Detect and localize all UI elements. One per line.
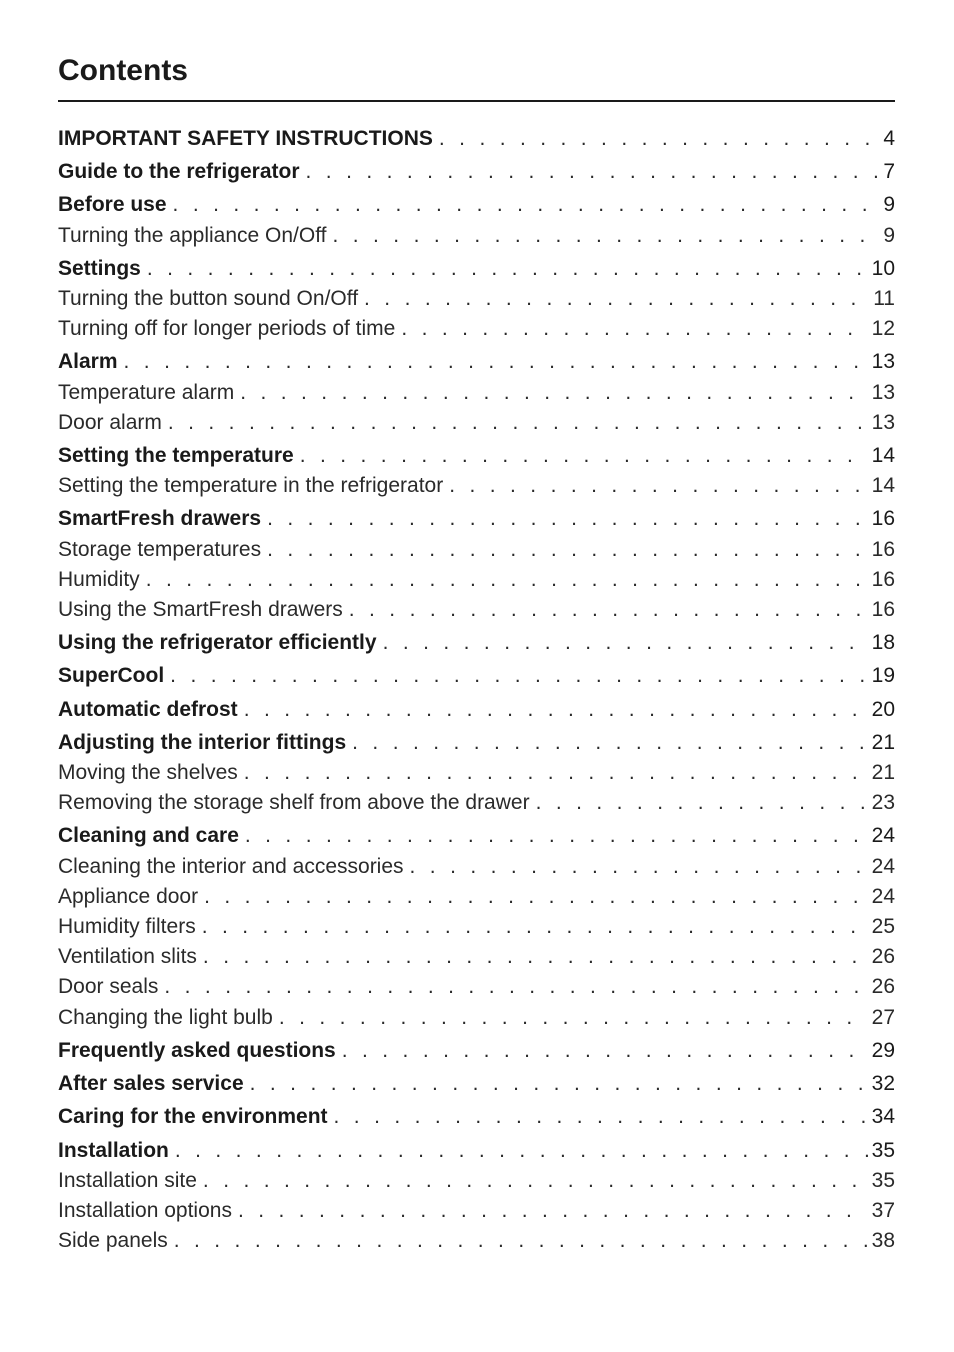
toc-entry-label: Storage temperatures: [58, 537, 262, 561]
toc-dot-leader: [300, 441, 868, 471]
toc-entry-label: Installation: [58, 1138, 169, 1162]
toc-entry-label: Using the SmartFresh drawers: [58, 598, 343, 622]
toc-subsection-entry[interactable]: [58, 972, 895, 1002]
toc-dot-leader: [203, 942, 868, 972]
toc-entry-page-number: 35: [871, 1138, 895, 1162]
toc-dot-leader: [349, 595, 868, 625]
toc-entry-label: After sales service: [58, 1072, 244, 1096]
toc-entry-label: Setting the temperature: [58, 444, 294, 468]
toc-subsection-entry[interactable]: [58, 565, 895, 595]
toc-dot-leader: [334, 1102, 868, 1132]
toc-entry-page-number: 32: [871, 1072, 895, 1096]
toc-entry-label: Humidity filters: [58, 915, 196, 939]
toc-dot-leader: [410, 852, 868, 882]
toc-entry-label: Door seals: [58, 975, 159, 999]
toc-entry-page-number: 34: [871, 1105, 895, 1129]
toc-entry-label: Installation site: [58, 1168, 197, 1192]
toc-entry-page-number: 19: [871, 664, 895, 688]
title-divider: [58, 100, 895, 102]
toc-subsection-entry[interactable]: [58, 408, 895, 438]
toc-entry-label: Humidity: [58, 567, 140, 591]
toc-entry-label: Temperature alarm: [58, 380, 235, 404]
toc-section-entry[interactable]: [58, 1069, 895, 1099]
toc-entry-label: Cleaning the interior and accessories: [58, 854, 404, 878]
toc-entry-label: Using the refrigerator efficiently: [58, 631, 377, 655]
toc-entry-label: Removing the storage shelf from above the drawer: [58, 791, 530, 815]
toc-dot-leader: [146, 565, 868, 595]
toc-entry-page-number: 16: [871, 567, 895, 591]
toc-entry-page-number: 13: [871, 410, 895, 434]
toc-entry-label: Caring for the environment: [58, 1105, 328, 1129]
toc-section-entry[interactable]: [58, 124, 895, 154]
toc-entry-page-number: 10: [871, 256, 895, 280]
toc-subsection-entry[interactable]: [58, 221, 895, 251]
toc-entry-label: Moving the shelves: [58, 761, 238, 785]
toc-section-entry[interactable]: [58, 441, 895, 471]
toc-entry-page-number: 26: [871, 945, 895, 969]
toc-entry-page-number: 16: [871, 537, 895, 561]
toc-dot-leader: [173, 190, 880, 220]
toc-entry-label: Adjusting the interior fittings: [58, 730, 347, 754]
toc-dot-leader: [401, 314, 867, 344]
toc-entry-page-number: 25: [871, 915, 895, 939]
toc-entry-page-number: 18: [871, 631, 895, 655]
toc-dot-leader: [170, 661, 867, 691]
toc-subsection-entry[interactable]: [58, 314, 895, 344]
toc-entry-page-number: 9: [883, 193, 895, 217]
toc-entry-page-number: 12: [871, 317, 895, 341]
toc-subsection-entry[interactable]: [58, 595, 895, 625]
toc-dot-leader: [164, 972, 867, 1002]
toc-dot-leader: [383, 628, 868, 658]
toc-subsection-entry[interactable]: [58, 378, 895, 408]
toc-entry-page-number: 35: [871, 1168, 895, 1192]
toc-entry-page-number: 16: [871, 507, 895, 531]
toc-entry-page-number: 16: [871, 598, 895, 622]
toc-subsection-entry[interactable]: [58, 535, 895, 565]
toc-entry-page-number: 24: [871, 824, 895, 848]
toc-dot-leader: [175, 1136, 868, 1166]
toc-subsection-entry[interactable]: [58, 942, 895, 972]
toc-entry-label: Alarm: [58, 350, 118, 374]
toc-section-entry[interactable]: [58, 728, 895, 758]
toc-entry-page-number: 24: [871, 884, 895, 908]
toc-entry-page-number: 9: [883, 223, 895, 247]
toc-dot-leader: [245, 821, 868, 851]
toc-subsection-entry[interactable]: [58, 1003, 895, 1033]
toc-dot-leader: [204, 882, 868, 912]
toc-section-entry[interactable]: [58, 254, 895, 284]
toc-subsection-entry[interactable]: [58, 852, 895, 882]
toc-entry-page-number: 7: [883, 160, 895, 184]
toc-dot-leader: [244, 758, 868, 788]
toc-subsection-entry[interactable]: [58, 471, 895, 501]
toc-entry-label: Cleaning and care: [58, 824, 239, 848]
toc-entry-label: Turning the button sound On/Off: [58, 287, 359, 311]
toc-section-entry[interactable]: [58, 1102, 895, 1132]
toc-dot-leader: [267, 504, 868, 534]
toc-dot-leader: [306, 157, 880, 187]
toc-section-entry[interactable]: [58, 821, 895, 851]
toc-dot-leader: [244, 695, 868, 725]
toc-subsection-entry[interactable]: [58, 1196, 895, 1226]
toc-entry-page-number: 38: [871, 1229, 895, 1253]
toc-subsection-entry[interactable]: [58, 882, 895, 912]
toc-dot-leader: [267, 535, 868, 565]
toc-entry-page-number: 13: [871, 350, 895, 374]
toc-section-entry[interactable]: [58, 157, 895, 187]
toc-section-entry[interactable]: [58, 347, 895, 377]
toc-dot-leader: [240, 378, 867, 408]
toc-entry-label: Ventilation slits: [58, 945, 197, 969]
toc-subsection-entry[interactable]: [58, 1166, 895, 1196]
toc-dot-leader: [342, 1036, 868, 1066]
toc-entry-label: Door alarm: [58, 410, 162, 434]
toc-subsection-entry[interactable]: [58, 1226, 895, 1256]
toc-entry-label: Automatic defrost: [58, 697, 238, 721]
toc-dot-leader: [238, 1196, 868, 1226]
toc-entry-label: Setting the temperature in the refrigerator: [58, 474, 444, 498]
toc-dot-leader: [202, 912, 868, 942]
toc-entry-label: Before use: [58, 193, 167, 217]
toc-dot-leader: [174, 1226, 868, 1256]
toc-entry-page-number: 24: [871, 854, 895, 878]
toc-entry-page-number: 26: [871, 975, 895, 999]
toc-subsection-entry[interactable]: [58, 912, 895, 942]
toc-entry-page-number: 21: [871, 761, 895, 785]
toc-dot-leader: [352, 728, 867, 758]
toc-entry-page-number: 23: [871, 791, 895, 815]
toc-dot-leader: [203, 1166, 868, 1196]
toc-section-entry[interactable]: [58, 1136, 895, 1166]
toc-section-entry[interactable]: [58, 190, 895, 220]
toc-subsection-entry[interactable]: [58, 284, 895, 314]
toc-dot-leader: [333, 221, 880, 251]
toc-dot-leader: [124, 347, 868, 377]
toc-subsection-entry[interactable]: [58, 788, 895, 818]
toc-entry-label: IMPORTANT SAFETY INSTRUCTIONS: [58, 127, 433, 150]
toc-dot-leader: [536, 788, 868, 818]
toc-entry-label: Appliance door: [58, 884, 199, 908]
toc-entry-label: Settings: [58, 256, 141, 280]
toc-dot-leader: [147, 254, 868, 284]
page-title: Contents: [58, 54, 188, 87]
toc-subsection-entry[interactable]: [58, 758, 895, 788]
toc-dot-leader: [439, 124, 879, 154]
toc-dot-leader: [168, 408, 868, 438]
toc-dot-leader: [449, 471, 867, 501]
toc-entry-label: Guide to the refrigerator: [58, 160, 300, 184]
toc-dot-leader: [250, 1069, 868, 1099]
toc-entry-page-number: 20: [871, 697, 895, 721]
toc-entry-page-number: 4: [883, 127, 895, 150]
toc-entry-label: Turning off for longer periods of time: [58, 317, 396, 341]
toc-entry-page-number: 37: [871, 1198, 895, 1222]
toc-section-entry[interactable]: [58, 504, 895, 534]
toc-entry-label: Frequently asked questions: [58, 1038, 336, 1062]
toc-entry-label: SmartFresh drawers: [58, 507, 262, 531]
toc-entry-label: SuperCool: [58, 664, 165, 688]
toc-entry-label: Side panels: [58, 1229, 168, 1253]
toc-section-entry[interactable]: [58, 661, 895, 691]
toc-entry-page-number: 13: [871, 380, 895, 404]
toc-entry-label: Changing the light bulb: [58, 1005, 273, 1029]
toc-entry-label: Turning the appliance On/Off: [58, 223, 327, 247]
toc-entry-page-number: 14: [871, 474, 895, 498]
toc-section-entry[interactable]: [58, 695, 895, 725]
toc-entry-page-number: 27: [871, 1005, 895, 1029]
toc-entry-page-number: 29: [871, 1038, 895, 1062]
toc-entry-page-number: 14: [871, 444, 895, 468]
toc-entry-page-number: 11: [873, 287, 895, 311]
toc-section-entry[interactable]: [58, 628, 895, 658]
toc-dot-leader: [279, 1003, 868, 1033]
toc-section-entry[interactable]: [58, 1036, 895, 1066]
toc-entry-page-number: 21: [871, 730, 895, 754]
table-of-contents: [58, 124, 895, 1256]
toc-entry-label: Installation options: [58, 1198, 232, 1222]
toc-dot-leader: [364, 284, 869, 314]
